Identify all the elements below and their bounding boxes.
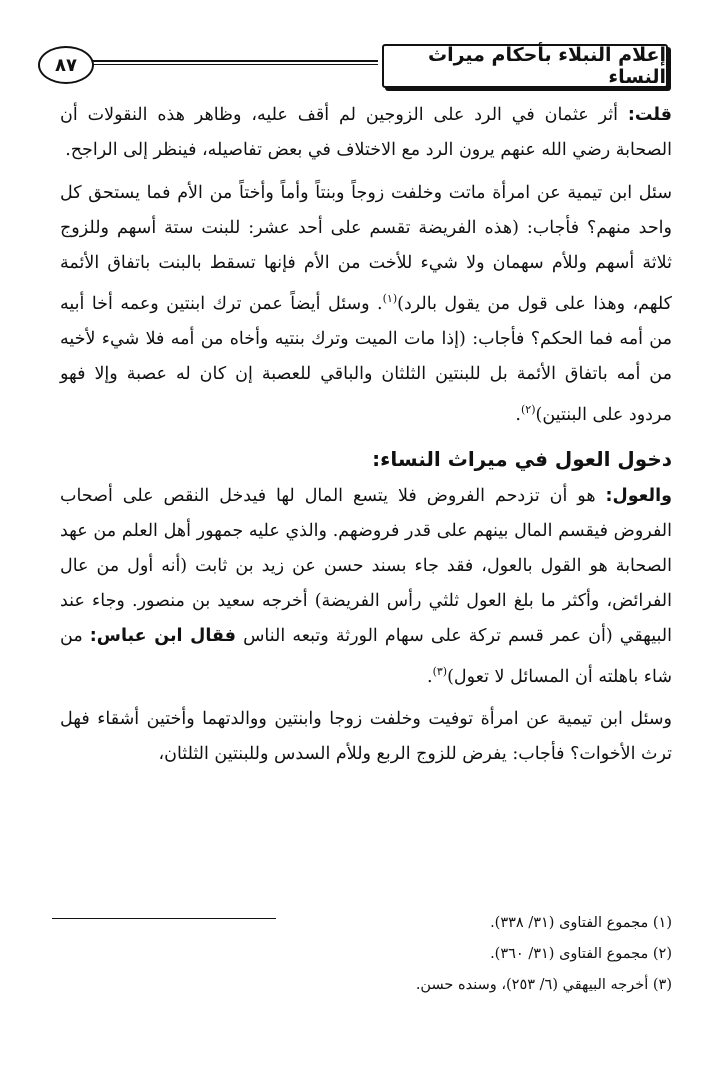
- footnote-3: (٣) أخرجه البيهقي (٦/ ٢٥٣)، وسنده حسن.: [415, 977, 672, 993]
- page-number-badge: [38, 46, 94, 84]
- footnotes: [60, 905, 672, 1001]
- paragraph-2-text-b: . وسئل أيضاً عمن ترك ابنتين وعمه أخا أبيه من أمه فما الحكم؟ فأجاب: (إذا مات الميت وترك بنتيه وأخاه من أمه فلا شيء لأخيه من أمه باتفاق الأئمة بل للبنتين الثلثان والباقي للعصبة إن كان له عصبة وإلا فهو مردود على البنتين): [60, 293, 672, 425]
- footnote-2: (٢) مجموع الفتاوى (٣١/ ٣٦٠).: [490, 946, 672, 962]
- paragraph-2: [60, 176, 672, 433]
- paragraph-1-lead: قلت:: [627, 105, 672, 125]
- paragraph-3-lead: والعول:: [605, 485, 672, 506]
- paragraph-3-text-a: هو أن تزدحم الفروض فلا يتسع المال لها فيدخل النقص على أصحاب الفروض فيقسم المال بينهم على قدر فروضهم. والذي عليه جمهور أهل العلم من عهد الصحابة هو القول بالعول، فقد جاء بسند حسن عن زيد بن ثابت (أنه أول من عال الفرائض، وأكثر ما بلغ العول ثلثي رأس الفريضة) أخرجه سعيد بن منصور. وجاء عند البيهقي (أن عمر قسم تركة على سهام الورثة وتبعه الناس: [60, 485, 672, 646]
- paragraph-1-text: أثر عثمان في الرد على الزوجين لم أقف عليه، وظاهر هذه النقولات أن الصحابة رضي الله عنهم يرون الرد مع الاختلاف في بعض تفاصيله، فينظر إلى الراجح.: [60, 105, 672, 160]
- running-title-box: [382, 44, 668, 88]
- footnote-ref-2: (٢): [521, 402, 536, 416]
- paragraph-4: [60, 702, 672, 772]
- page-header: [32, 40, 668, 90]
- paragraph-3-text-b: من شاء باهلته أن المسائل لا تعول): [60, 625, 672, 687]
- footnote-ref-1: (١): [382, 292, 398, 305]
- page-number: ٨٧: [55, 54, 77, 76]
- running-title: إعلام النبلاء بأحكام ميراث النساء: [427, 44, 666, 88]
- paragraph-2-end: .: [515, 404, 521, 425]
- footnote-ref-3: (٣): [432, 664, 448, 678]
- section-heading: دخول العول في ميراث النساء:: [372, 446, 672, 471]
- paragraph-4-text: وسئل ابن تيمية عن امرأة توفيت وخلفت زوجا وابنتين ووالدتهما وأختين أشقاء فهل ترث الأخوات؟ فأجاب: يفرض للزوج الربع وللأم السدس وللبنتين الثلثان،: [60, 709, 672, 765]
- paragraph-3-end: .: [427, 666, 433, 687]
- footnote-1: (١) مجموع الفتاوى (٣١/ ٣٣٨).: [490, 915, 672, 931]
- paragraph-3-bold: فقال ابن عباس:: [89, 625, 236, 646]
- header-rule: [90, 60, 378, 65]
- paragraph-3: [60, 479, 672, 695]
- paragraph-1: [60, 98, 672, 168]
- main-text: [60, 98, 672, 772]
- paragraph-2-text-a: سئل ابن تيمية عن امرأة ماتت وخلفت زوجاً وبنتاً وأماً وأختاً من الأم فما يستحق كل واحد منهم؟ فأجاب: (هذه الفريضة تقسم على أحد عشر: للبنت ستة أسهم وللزوج ثلاثة أسهم وللأم سهمان ولا شيء للأخت من الأم فإنها تسقط بالبنت باتفاق الأئمة كلهم، وهذا على قول من يقول بالرد): [60, 183, 672, 314]
